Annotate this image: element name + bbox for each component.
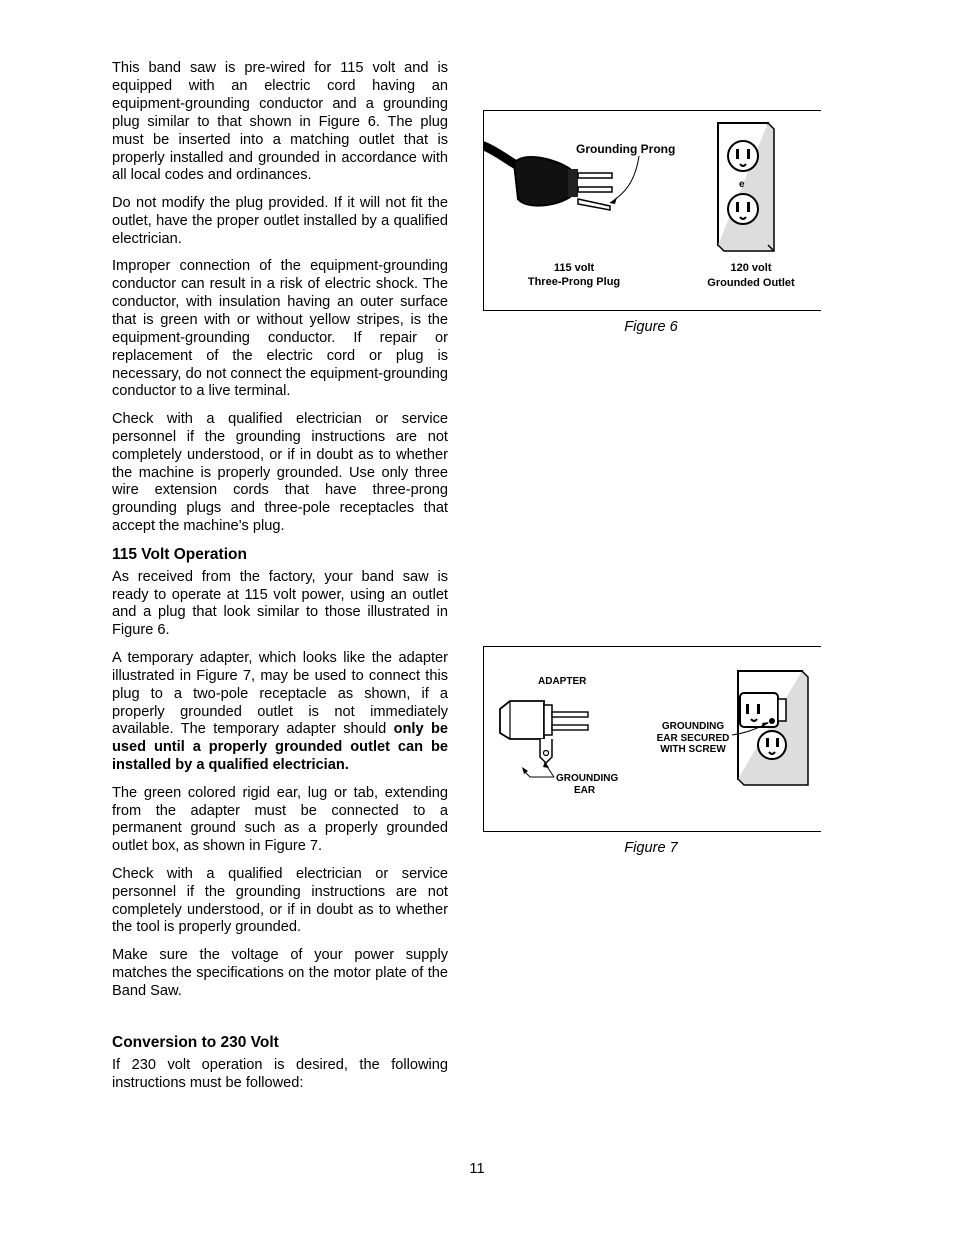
label-plug-voltage: 115 volt: [553, 262, 595, 274]
paragraph-prewired: This band saw is pre-wired for 115 volt and is equipped with an electric cord having an equipment-grounding conductor and a grounding plug similar to that shown in Figure 6. The plug must be inserted into a matching outlet that is properly installed and grounded in accordance with all local codes and ordinances.: [112, 60, 448, 184]
label-outlet-type: Grounded Outlet: [707, 277, 795, 289]
adapter-blade-top: [552, 712, 588, 717]
label-outlet-voltage: 120 volt: [730, 262, 772, 274]
label-grounding-ear-1: GROUNDING: [556, 773, 619, 784]
adapter-text: A temporary adapter, which looks like the adapter illustrated in Figure 7, may be used to connect this plug to a two-pole receptacle as shown, if a properly grounded outlet is not immediately available. The temporary adapter should: [112, 649, 448, 738]
figure-7-drawing: [484, 647, 821, 831]
figure-7-illustration: [483, 646, 821, 832]
left-column: [112, 60, 448, 1102]
power-cord-icon: [484, 146, 518, 166]
label-secured-3: WITH SCREW: [660, 744, 726, 755]
paragraph-green-ear: The green colored rigid ear, lug or tab, extending from the adapter must be connected to a permanent ground such as a properly grounded outlet box, as shown in Figure 7.: [112, 784, 448, 855]
paragraph-check-electrician-machine: Check with a qualified electrician or service personnel if the grounding instructions are not completely understood, or if in doubt as to whether the machine is properly grounded. Use only three wire extension cords that have three-prong grounding plugs and three-pole receptacles that accept the machine’s plug.: [112, 410, 448, 535]
three-prong-plug-icon: [514, 157, 570, 206]
paragraph-check-electrician-tool: Check with a qualified electrician or service personnel if the grounding instructions are not completely understood, or if in doubt as to whether the tool is properly grounded.: [112, 865, 448, 936]
label-secured-2: EAR SECURED: [656, 733, 730, 744]
figure-7-caption: Figure 7: [624, 840, 678, 856]
grounding-prong-icon: [578, 199, 610, 210]
outlet-screw-mark: e: [739, 179, 745, 190]
adapter-icon: [500, 701, 544, 739]
label-plug-type: Three-Prong Plug: [527, 276, 621, 288]
plug-blade-top: [578, 173, 612, 178]
paragraph-230-instructions: If 230 volt operation is desired, the following instructions must be followed:: [112, 1057, 448, 1091]
heading-230-volt: Conversion to 230 Volt: [112, 1034, 279, 1052]
figure-6-drawing: [484, 111, 821, 310]
adapter-warning-bold: only be used until a properly grounded outlet can be installed by a qualified electrician.: [112, 721, 448, 774]
plug-blade-bottom: [578, 187, 612, 192]
label-grounding-ear-2: EAR: [574, 785, 596, 796]
paragraph-temporary-adapter: [112, 650, 448, 775]
paragraph-improper-connection: Improper connection of the equipment-grounding conductor can result in a risk of electric shock. The conductor, with insulation having an outer surface that is green with or without yellow stripes, is the equipment-grounding conductor. If repair or replacement of the electric cord or plug is necessary, do not connect the equipment-grounding conductor to a live terminal.: [112, 258, 448, 400]
paragraph-voltage-match: Make sure the voltage of your power supply matches the specifications on the motor plate of the Band Saw.: [112, 946, 448, 999]
figure-6-illustration: [483, 110, 821, 311]
figure-6-caption: Figure 6: [624, 319, 678, 335]
label-grounding-prong: Grounding Prong: [576, 142, 676, 156]
label-secured-1: GROUNDING: [661, 721, 725, 732]
paragraph-do-not-modify: Do not modify the plug provided. If it will not fit the outlet, have the proper outlet installed by a qualified electrician.: [112, 194, 448, 247]
paragraph-factory-ready: As received from the factory, your band saw is ready to operate at 115 volt power, using an outlet and a plug that look similar to those illustrated in Figure 6.: [112, 568, 448, 639]
adapter-blade-bottom: [552, 725, 588, 730]
securing-screw-icon: [769, 718, 775, 724]
label-adapter: ADAPTER: [538, 676, 587, 687]
heading-115-volt: 115 Volt Operation: [112, 545, 247, 563]
page-number: 11: [469, 1161, 485, 1177]
